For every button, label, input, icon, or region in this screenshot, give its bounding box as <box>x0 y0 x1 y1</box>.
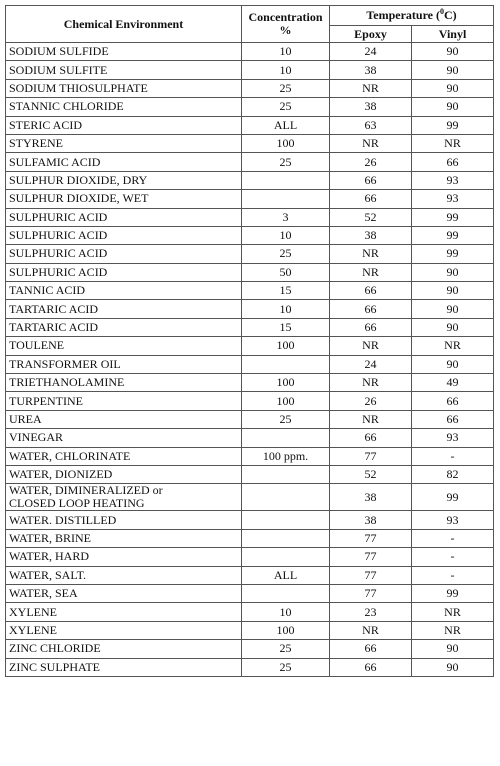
cell-chemical-environment <box>6 116 242 134</box>
environment-text: TOULENE <box>9 338 65 353</box>
environment-text: WATER, SEA <box>9 586 78 601</box>
cell-concentration <box>242 529 330 547</box>
environment-text: TARTARIC ACID <box>9 301 99 316</box>
environment-text: SODIUM SULFIDE <box>9 44 109 59</box>
cell-chemical-environment <box>6 337 242 355</box>
environment-text: SULPHUR DIOXIDE, WET <box>9 191 149 206</box>
table-row <box>6 43 494 61</box>
cell-chemical-environment <box>6 566 242 584</box>
cell-vinyl: 82 <box>412 465 494 483</box>
cell-epoxy: NR <box>330 134 412 152</box>
cell-chemical-environment <box>6 603 242 621</box>
cell-chemical-environment <box>6 658 242 676</box>
cell-concentration: 15 <box>242 282 330 300</box>
cell-chemical-environment <box>6 43 242 61</box>
cell-vinyl: 99 <box>412 245 494 263</box>
environment-text: SODIUM THIOSULPHATE <box>9 80 148 95</box>
environment-text: ZINC SULPHATE <box>9 659 101 674</box>
cell-epoxy: 66 <box>330 640 412 658</box>
cell-concentration: 3 <box>242 208 330 226</box>
cell-concentration: 100 <box>242 392 330 410</box>
cell-vinyl: 93 <box>412 429 494 447</box>
table-row <box>6 548 494 566</box>
table-row <box>6 621 494 639</box>
cell-chemical-environment <box>6 465 242 483</box>
cell-epoxy: NR <box>330 79 412 97</box>
table-row <box>6 465 494 483</box>
table-row <box>6 263 494 281</box>
cell-vinyl: - <box>412 447 494 465</box>
cell-chemical-environment <box>6 548 242 566</box>
cell-epoxy: 77 <box>330 566 412 584</box>
cell-vinyl: NR <box>412 337 494 355</box>
cell-epoxy: 77 <box>330 447 412 465</box>
cell-concentration: 25 <box>242 410 330 428</box>
cell-chemical-environment <box>6 282 242 300</box>
cell-vinyl: 66 <box>412 153 494 171</box>
cell-vinyl: 90 <box>412 318 494 336</box>
table-row <box>6 134 494 152</box>
table-row <box>6 355 494 373</box>
environment-text: TURPENTINE <box>9 393 83 408</box>
cell-chemical-environment <box>6 511 242 529</box>
table-row <box>6 300 494 318</box>
cell-chemical-environment <box>6 392 242 410</box>
cell-epoxy: 38 <box>330 98 412 116</box>
cell-concentration: 15 <box>242 318 330 336</box>
cell-vinyl: 90 <box>412 300 494 318</box>
cell-concentration <box>242 465 330 483</box>
table-row <box>6 337 494 355</box>
cell-chemical-environment <box>6 447 242 465</box>
table-row <box>6 529 494 547</box>
table-row <box>6 318 494 336</box>
cell-concentration: 10 <box>242 300 330 318</box>
cell-vinyl: 90 <box>412 355 494 373</box>
cell-epoxy: 66 <box>330 300 412 318</box>
table-row <box>6 410 494 428</box>
header-vinyl: Vinyl <box>412 26 494 43</box>
cell-epoxy: 66 <box>330 658 412 676</box>
cell-vinyl: 90 <box>412 658 494 676</box>
cell-epoxy: 63 <box>330 116 412 134</box>
environment-text: WATER. DISTILLED <box>9 512 117 527</box>
cell-chemical-environment <box>6 98 242 116</box>
environment-text: STERIC ACID <box>9 117 83 132</box>
cell-concentration <box>242 548 330 566</box>
cell-vinyl: - <box>412 566 494 584</box>
cell-vinyl: 90 <box>412 282 494 300</box>
cell-chemical-environment <box>6 621 242 639</box>
chemical-resistance-table <box>5 5 494 677</box>
cell-vinyl: 49 <box>412 374 494 392</box>
environment-text: WATER, DIMINERALIZED or <box>9 483 163 498</box>
table-row <box>6 374 494 392</box>
cell-epoxy: 77 <box>330 548 412 566</box>
cell-concentration <box>242 190 330 208</box>
cell-vinyl: 90 <box>412 79 494 97</box>
cell-epoxy: NR <box>330 337 412 355</box>
cell-chemical-environment <box>6 79 242 97</box>
cell-vinyl: 66 <box>412 410 494 428</box>
table-row <box>6 190 494 208</box>
cell-chemical-environment <box>6 484 242 511</box>
cell-vinyl: 93 <box>412 511 494 529</box>
table-row <box>6 245 494 263</box>
environment-text: ZINC CHLORIDE <box>9 641 101 656</box>
cell-concentration: 10 <box>242 226 330 244</box>
table-row <box>6 484 494 511</box>
cell-vinyl: 93 <box>412 171 494 189</box>
cell-vinyl: 90 <box>412 98 494 116</box>
table-row <box>6 226 494 244</box>
cell-concentration: 25 <box>242 98 330 116</box>
cell-vinyl: 99 <box>412 484 494 511</box>
cell-vinyl: 99 <box>412 208 494 226</box>
cell-chemical-environment <box>6 153 242 171</box>
cell-epoxy: 38 <box>330 61 412 79</box>
table-row <box>6 116 494 134</box>
cell-chemical-environment <box>6 226 242 244</box>
cell-chemical-environment <box>6 355 242 373</box>
cell-concentration: 25 <box>242 79 330 97</box>
cell-concentration: ALL <box>242 116 330 134</box>
cell-chemical-environment <box>6 318 242 336</box>
cell-chemical-environment <box>6 208 242 226</box>
cell-concentration <box>242 429 330 447</box>
environment-text: WATER, BRINE <box>9 530 91 545</box>
cell-concentration: 100 ppm. <box>242 447 330 465</box>
cell-vinyl: 99 <box>412 226 494 244</box>
environment-text: UREA <box>9 412 42 426</box>
cell-vinyl: 66 <box>412 392 494 410</box>
cell-epoxy: 77 <box>330 584 412 602</box>
environment-text: SULPHURIC ACID <box>9 246 108 261</box>
table-row <box>6 658 494 676</box>
environment-text: XYLENE <box>9 622 57 637</box>
header-concentration-unit: % <box>279 23 292 37</box>
cell-epoxy: 66 <box>330 282 412 300</box>
environment-text: WATER, HARD <box>9 549 89 564</box>
environment-text: TARTARIC ACID <box>9 320 99 335</box>
table-row <box>6 584 494 602</box>
environment-text: XYLENE <box>9 604 57 619</box>
cell-epoxy: 24 <box>330 355 412 373</box>
cell-vinyl: 99 <box>412 584 494 602</box>
cell-epoxy: 38 <box>330 226 412 244</box>
cell-epoxy: 26 <box>330 153 412 171</box>
cell-concentration <box>242 171 330 189</box>
cell-epoxy: 23 <box>330 603 412 621</box>
environment-text: STYRENE <box>9 136 63 151</box>
table-row <box>6 640 494 658</box>
table-row <box>6 61 494 79</box>
cell-chemical-environment <box>6 640 242 658</box>
environment-text: TRIETHANOLAMINE <box>9 375 125 390</box>
cell-concentration: 25 <box>242 245 330 263</box>
environment-text: WATER, SALT. <box>9 567 87 582</box>
cell-epoxy: 38 <box>330 511 412 529</box>
cell-epoxy: 77 <box>330 529 412 547</box>
cell-epoxy: 38 <box>330 484 412 511</box>
environment-text: STANNIC CHLORIDE <box>9 99 124 114</box>
environment-text: SULPHURIC ACID <box>9 264 108 279</box>
table-body <box>6 43 494 677</box>
cell-vinyl: NR <box>412 134 494 152</box>
environment-text: SULPHURIC ACID <box>9 228 108 243</box>
header-temperature-degree: 0 <box>440 7 444 16</box>
cell-vinyl: NR <box>412 603 494 621</box>
cell-concentration: 10 <box>242 43 330 61</box>
header-temperature <box>330 6 494 26</box>
environment-text: WATER, CHLORINATE <box>9 448 131 463</box>
cell-chemical-environment <box>6 134 242 152</box>
cell-chemical-environment <box>6 429 242 447</box>
environment-text: TANNIC ACID <box>9 283 86 298</box>
header-temperature-prefix: Temperature ( <box>366 8 440 22</box>
cell-epoxy: 66 <box>330 318 412 336</box>
cell-chemical-environment <box>6 410 242 428</box>
cell-epoxy: NR <box>330 263 412 281</box>
cell-chemical-environment <box>6 245 242 263</box>
cell-concentration <box>242 355 330 373</box>
header-concentration <box>242 6 330 43</box>
cell-concentration: 100 <box>242 134 330 152</box>
cell-concentration: 50 <box>242 263 330 281</box>
table-row <box>6 208 494 226</box>
table-row <box>6 429 494 447</box>
cell-vinyl: 90 <box>412 640 494 658</box>
header-temperature-unit: C) <box>444 8 457 22</box>
cell-chemical-environment <box>6 374 242 392</box>
environment-text: SULPHUR DIOXIDE, DRY <box>9 172 148 187</box>
environment-text: SULPHURIC ACID <box>9 209 108 224</box>
environment-text: SULFAMIC ACID <box>9 154 101 169</box>
environment-text: TRANSFORMER OIL <box>9 356 121 371</box>
cell-concentration: 25 <box>242 153 330 171</box>
cell-vinyl: 93 <box>412 190 494 208</box>
cell-concentration: 10 <box>242 61 330 79</box>
cell-concentration: 25 <box>242 640 330 658</box>
cell-concentration <box>242 584 330 602</box>
table-row <box>6 447 494 465</box>
table-row <box>6 171 494 189</box>
table-row <box>6 566 494 584</box>
cell-epoxy: NR <box>330 621 412 639</box>
cell-concentration <box>242 484 330 511</box>
cell-concentration: 100 <box>242 374 330 392</box>
cell-vinyl: 90 <box>412 61 494 79</box>
table-row <box>6 153 494 171</box>
cell-concentration: ALL <box>242 566 330 584</box>
cell-concentration: 100 <box>242 337 330 355</box>
cell-concentration: 10 <box>242 603 330 621</box>
cell-epoxy: 52 <box>330 208 412 226</box>
cell-vinyl: 90 <box>412 43 494 61</box>
cell-vinyl: NR <box>412 621 494 639</box>
cell-vinyl: - <box>412 548 494 566</box>
table-row <box>6 392 494 410</box>
cell-chemical-environment <box>6 584 242 602</box>
cell-epoxy: NR <box>330 374 412 392</box>
cell-vinyl: - <box>412 529 494 547</box>
header-concentration-label: Concentration <box>248 10 323 24</box>
cell-chemical-environment <box>6 529 242 547</box>
table-row <box>6 79 494 97</box>
table-row <box>6 98 494 116</box>
table-header <box>6 6 494 43</box>
header-epoxy: Epoxy <box>330 26 412 43</box>
cell-epoxy: 52 <box>330 465 412 483</box>
cell-epoxy: NR <box>330 245 412 263</box>
cell-concentration <box>242 511 330 529</box>
cell-epoxy: NR <box>330 410 412 428</box>
cell-epoxy: 66 <box>330 429 412 447</box>
environment-text: SODIUM SULFITE <box>9 62 108 77</box>
header-chemical-environment: Chemical Environment <box>6 6 242 43</box>
cell-chemical-environment <box>6 190 242 208</box>
cell-vinyl: 99 <box>412 116 494 134</box>
cell-chemical-environment <box>6 263 242 281</box>
cell-epoxy: 26 <box>330 392 412 410</box>
cell-concentration: 100 <box>242 621 330 639</box>
cell-epoxy: 66 <box>330 190 412 208</box>
table-row <box>6 282 494 300</box>
table-row <box>6 511 494 529</box>
cell-concentration: 25 <box>242 658 330 676</box>
environment-text: VINEGAR <box>9 430 63 445</box>
table-row <box>6 603 494 621</box>
environment-text-line2: CLOSED LOOP HEATING <box>9 496 145 511</box>
environment-text: WATER, DIONIZED <box>9 467 113 482</box>
cell-chemical-environment <box>6 300 242 318</box>
cell-vinyl: 90 <box>412 263 494 281</box>
cell-chemical-environment <box>6 171 242 189</box>
cell-chemical-environment <box>6 61 242 79</box>
cell-epoxy: 24 <box>330 43 412 61</box>
cell-epoxy: 66 <box>330 171 412 189</box>
